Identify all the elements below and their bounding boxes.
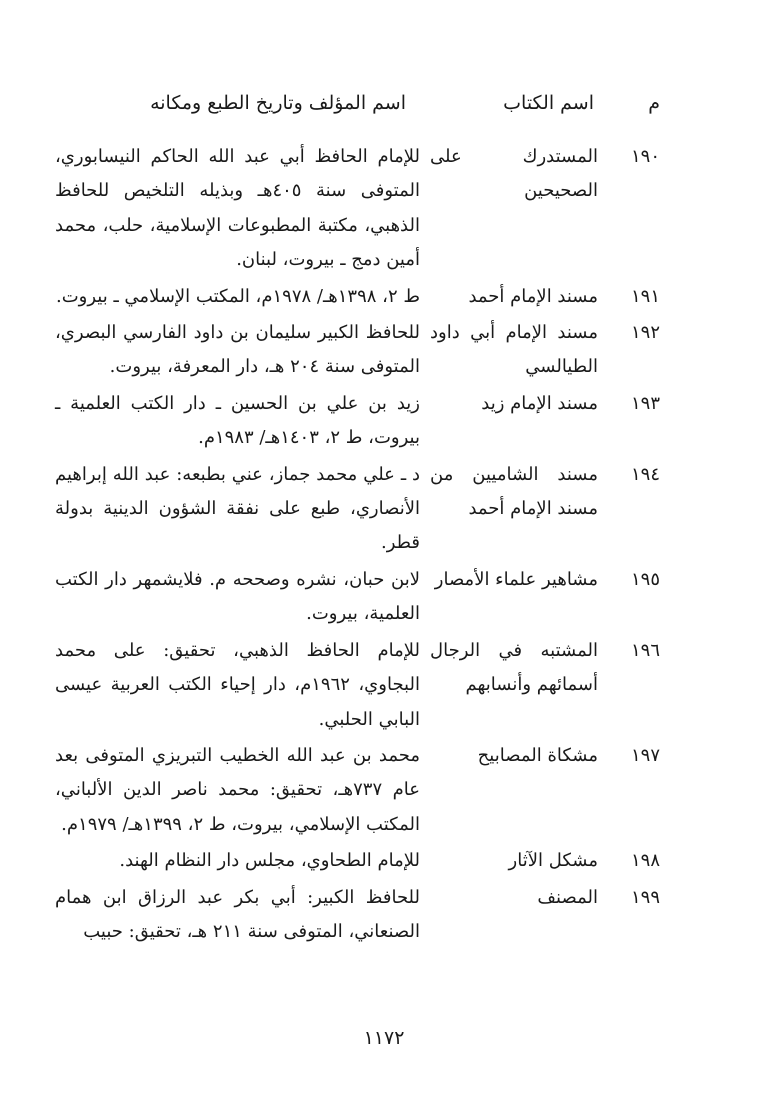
bibliography-entry <box>55 316 660 387</box>
header-author-info: اسم المؤلف وتاريخ الطبع ومكانه <box>150 92 406 114</box>
entry-number: ١٩٤ <box>630 463 660 485</box>
bibliography-entry <box>55 881 660 952</box>
entry-author-info: لابن حبان، نشره وصححه م. فلايشمهر دار الكتب العلمية، بيروت. <box>55 568 420 625</box>
entry-number: ١٩٥ <box>630 568 660 590</box>
page-number: ١١٧٢ <box>363 1027 405 1049</box>
bibliography-entry <box>55 140 660 280</box>
entry-author-info: د ـ علي محمد جماز، عني بطبعه: عبد الله إبراهيم الأنصاري، طبع على نفقة الشؤون الدينية بدولة قطر. <box>55 463 420 554</box>
entry-author-info: للإمام الطحاوي، مجلس دار النظام الهند. <box>119 850 420 872</box>
entry-number: ١٩٧ <box>630 744 660 766</box>
entry-number: ١٩٢ <box>630 322 660 344</box>
entry-book-name: المستدرك على الصحيحين <box>430 146 598 202</box>
entry-number: ١٩١ <box>630 285 660 307</box>
entry-book-name: مسند الإمام أحمد <box>468 285 598 307</box>
header-number: م <box>648 92 660 114</box>
bibliography-body <box>55 140 660 951</box>
entry-author-info: ط ٢، ١٣٩٨هـ/ ١٩٧٨م، المكتب الإسلامي ـ بيروت. <box>55 285 420 307</box>
entry-book-name: المصنف <box>537 886 598 908</box>
entry-book-name: مشاهير علماء الأمصار <box>434 568 598 590</box>
header-book-name: اسم الكتاب <box>503 92 594 114</box>
bibliography-entry <box>55 634 660 739</box>
bibliography-entry <box>55 280 660 316</box>
entry-number: ١٩٣ <box>630 392 660 414</box>
bibliography-entry <box>55 844 660 880</box>
entry-author-info: للحافظ الكبير سليمان بن داود الفارسي البصري، المتوفى سنة ٢٠٤ هـ، دار المعرفة، بيروت. <box>55 322 420 378</box>
entry-book-name: مسند الإمام زيد <box>481 392 598 414</box>
entry-book-name: مسند الشاميين من مسند الإمام أحمد <box>430 463 598 520</box>
entry-author-info: زيد بن علي بن الحسين ـ دار الكتب العلمية ـ بيروت، ط ٢، ١٤٠٣هـ/ ١٩٨٣م. <box>55 392 420 449</box>
entry-number: ١٩٦ <box>630 639 660 661</box>
entry-author-info: للإمام الحافظ أبي عبد الله الحاكم النيسابوري، المتوفى سنة ٤٠٥هـ وبذيله التلخيص للحافظ الذهبي، مكتبة المطبوعات الإسلامية، حلب، محمد أمين دمج ـ بيروت، لبنان. <box>55 146 420 271</box>
bibliography-entry <box>55 563 660 634</box>
bibliography-entry <box>55 458 660 563</box>
entry-book-name: مسند الإمام أبي داود الطيالسي <box>430 322 598 378</box>
entry-book-name: مشكل الآثار <box>508 850 598 872</box>
entry-number: ١٩٠ <box>630 146 660 167</box>
entry-book-name: مشكاة المصابيح <box>477 744 598 766</box>
bibliography-table <box>55 140 660 951</box>
entry-number: ١٩٩ <box>630 886 660 908</box>
entry-author-info: محمد بن عبد الله الخطيب التبريزي المتوفى بعد عام ٧٣٧هـ، تحقيق: محمد ناصر الدين الألباني، المكتب الإسلامي، بيروت، ط ٢، ١٣٩٩هـ/ ١٩٧٩م. <box>55 744 420 835</box>
entry-book-name: المشتبه في الرجال أسمائهم وأنسابهم <box>430 639 598 696</box>
bibliography-entry <box>55 387 660 458</box>
entry-author-info: للحافظ الكبير: أبي بكر عبد الرزاق ابن همام الصنعاني، المتوفى سنة ٢١١ هـ، تحقيق: حبيب <box>55 886 420 942</box>
entry-author-info: للإمام الحافظ الذهبي، تحقيق: على محمد البجاوي، ١٩٦٢م، دار إحياء الكتب العربية عيسى البابي الحلبي. <box>55 639 420 730</box>
bibliography-entry <box>55 739 660 844</box>
entry-number: ١٩٨ <box>630 850 660 872</box>
